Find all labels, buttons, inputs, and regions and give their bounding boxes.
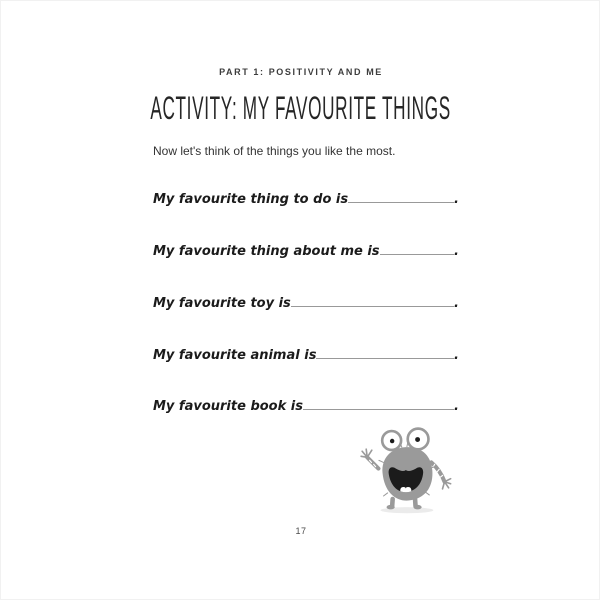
prompt-label: My favourite book is	[153, 399, 303, 414]
happy-waving-monster-illustration	[354, 419, 471, 517]
prompt-period: .	[454, 244, 459, 259]
prompt-label: My favourite animal is	[153, 348, 317, 363]
prompt-period: .	[454, 399, 459, 414]
favourite-prompt-row	[153, 243, 459, 261]
answer-blank-line[interactable]	[348, 201, 454, 203]
page-title: ACTIVITY: MY FAVOURITE THINGS	[150, 89, 452, 127]
answer-blank-line[interactable]	[316, 357, 454, 359]
favourite-prompt-row	[153, 191, 459, 209]
monster-left-arm	[361, 449, 378, 468]
prompt-label: My favourite toy is	[153, 296, 291, 311]
prompt-label: My favourite thing to do is	[153, 192, 349, 207]
answer-blank-line[interactable]	[380, 253, 454, 255]
part-kicker: PART 1: POSITIVITY AND ME	[219, 67, 383, 77]
favourite-prompt-row	[153, 398, 459, 416]
favourite-prompt-row	[153, 295, 459, 313]
prompt-period: .	[454, 348, 459, 363]
answer-blank-line[interactable]	[291, 305, 454, 307]
prompt-label: My favourite thing about me is	[153, 244, 380, 259]
page-number: 17	[295, 526, 307, 536]
prompt-period: .	[454, 296, 459, 311]
monster-eyes	[382, 429, 428, 450]
answer-blank-line[interactable]	[303, 408, 454, 410]
favourite-prompt-row	[153, 347, 459, 365]
monster-right-pupil	[415, 437, 420, 442]
intro-text: Now let's think of the things you like the most.	[153, 144, 396, 158]
prompt-period: .	[454, 192, 459, 207]
monster-left-pupil	[390, 439, 394, 443]
